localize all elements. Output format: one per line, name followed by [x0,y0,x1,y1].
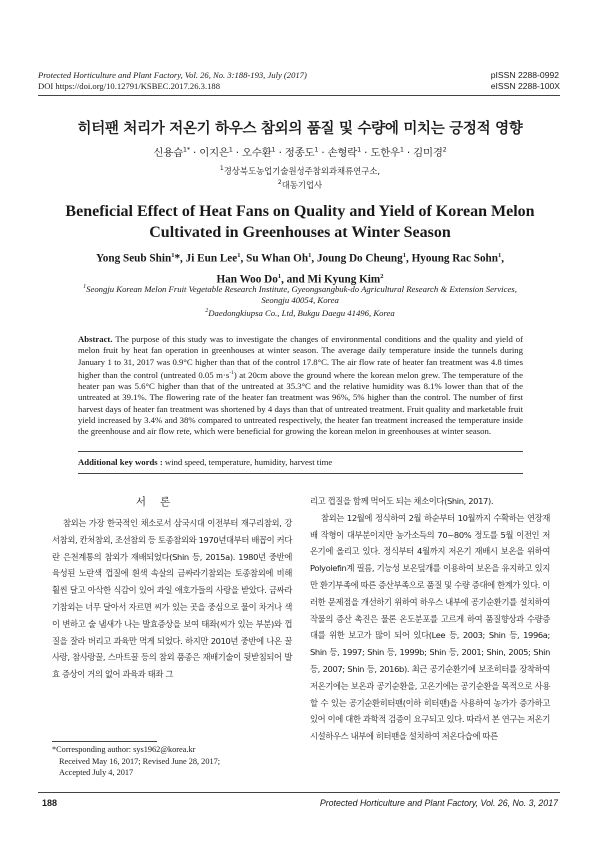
author-en-5-sup: 1 [498,252,502,259]
english-authors: Yong Seub Shin$^1$*, Ji Eun Lee$^1$, Su Whan Oh$^1$, Joung Do Cheung$^1$, Hyoung Rac Sohn$^1$, Han Woo Do$^1$, and Mi Kyung Kim$^2$ [95,252,505,286]
pissn: pISSN 2288-0992 [490,70,560,80]
author-ko-3-sup: 1 [271,145,276,154]
abstract [78,334,523,438]
korean-title: 히터팬 처리가 저온기 하우스 참외의 품질 및 수량에 미치는 긍정적 영향 [77,121,523,137]
author-ko-2-sup: 1 [228,145,233,154]
accepted-date: Accepted July 4, 2017 [59,768,134,778]
author-en-1: Yong Seub Shin [95,252,172,265]
abstract-text-1: The purpose of this study was to investigate the changes of environmental conditions and the quality and yield of melon fruit by heat fan operation in greenhouses at winter season. The average daily temperature inside the tunnels during January 1 to 31, 2017 was 0.9°C higher than that of the control 17.8°C. The air flow rate of heater fan treatment was 4.8 times higher than the control (untreated 0.05 m·s [78,334,523,380]
doi-link[interactable]: DOI https://doi.org/10.12791/KSBEC.2017.26.3.188 [38,81,220,91]
aff-ko-1: 경상북도농업기술원성주참외과채류연구소, [223,165,381,176]
abstract-text-2: ) at 20cm above the ground where the korean melon grew. The temperature of the heater pan was 5.6°C higher than that of the untreated at 35.3°C and the relative humidity was 8.1% lower than that of the untreated at 39.1%. The flowering rate of the heater fan treatment was 96%, 5% higher than the control. The number of first harvest days of heater fan treatment was shortened by 4 days than that of untreated treatment. Fruit quality and marketable fruit yield increased by 3.4% and 38% compared to untreated respectively, the heater fan treatment increased the temperature inside the greenhouse and air flow rete, which were beneficial for growing the korean melon in greenhouses at winter season. [78,369,523,437]
journal-header [38,70,307,92]
author-ko-7: 김미경 [413,147,443,159]
author-en-3-sup: 1 [308,252,312,259]
english-title [30,201,570,243]
intro-paragraph-1: 참외는 가장 한국적인 채소로서 삼국시대 이전부터 재구리참외, 강서참외, 칸처참외, 조선참외 등 토종참외와 1970년대부터 배꼽이 커다란 은천계통의 참외가 재배되었다(Shin 등, 2015a). 1980년 중반에 육성된 노란색 껍질에 흰색 속살의 금싸라기참외는 토종참외에 비해 훨씬 달고 아삭한 식감이 있어 과일 애호가들의 사랑을 받았다. 금싸라기참외는 너무 달아서 자르면 씨가 있는 곳을 중심으로 물이 차거나 색이 변하고 술 냄새가 나는 발효증상을 보여 태좌(씨가 있는 부분)와 껍질을 잘라 버리고 과육만 먹게 되었다. 하지만 2010년 중반에 나온 꿀사랑, 참사랑꿀, 스마트꿀 등의 참외 품종은 재배기술이 뒷받침되어 발효 증상이 거의 없어 과육과 태좌 그 [52,518,292,680]
author-en-6-sup: 1 [277,272,282,280]
aff-ko-1-sup: 1 [219,165,224,172]
keywords-text: wind speed, temperature, humidity, harvest time [162,457,333,467]
keywords-rule-top [78,451,523,452]
intro-paragraph-2: 참외는 12월에 정식하여 2월 하순부터 10월까지 수확하는 연장재배 작형이 대부분이지만 농가소득의 70~80% 정도를 5월 이전인 저온기에 올리고 있다. 정식부터 4월까지 저온기 재배시 보온을 위하여 Polyolefin계 필름, 기능성 보온덮개를 이용하여 보온을 유지하고 있지만 환기부족에 따른 증산부족으로 품질 및 수량 증대에 한계가 있다. 이러한 문제점을 개선하기 위하여 하우스 내부에 공기순환기를 설치하여 작물의 증산 촉진은 물론 온도분포를 고르게 하여 품질향상과 수량증대를 위한 보고가 많이 되어 있다(Lee 등, 2003; Shin 등, 1996a; Shin 등, 1997; Shin 등, 1999b; Shin 등, 2001; Shin, 2005; Shin 등, 2007; Shin 등, 2016b). 최근 공기순환기에 보조히터를 장착하여 저온기에는 보온과 공기순환을, 고온기에는 공기순환을 목적으로 사용할 수 있는 공기순환히터팬(이하 히터팬)을 사용하여 농가가 증가하고 있어 이에 대한 과학적 검증이 요구되고 있다. 따라서 본 연구는 저온기 시설하우스 내부에 히터팬을 설치하여 저온다습에 따른 [310,512,550,742]
author-en-2: Ji Eun Lee [185,252,238,265]
aff-ko-2: 대동기업사 [281,179,323,190]
author-en-3: Su Whan Oh [246,252,309,265]
footer-journal: Protected Horticulture and Plant Factory, Vol. 26, No. 3, 2017 [319,798,558,808]
author-en-7: Mi Kyung Kim [307,273,381,286]
author-en-4: Joung Do Cheung [316,252,403,265]
eissn: eISSN 2288-100X [490,81,560,91]
author-en-2-sup: 1 [237,252,241,259]
journal-citation: Protected Horticulture and Plant Factory, Vol. 26, No. 3:188-193, July (2017) [38,70,307,80]
aff-en-1: Seongju Korean Melon Fruit Vegetable Research Institute, Gyeongsangbuk-do Agricultural Research & Extension Services, [86,283,517,294]
corresponding-mark: * [174,252,181,265]
received-date: Received May 16, 2017; Revised June 28, 2017; [59,756,221,766]
aff-en-3: Daedongkiupsa Co., Ltd, Bukgu Daegu 41496, Korea [208,308,395,319]
author-en-5: Hyoung Rac Sohn [411,252,498,265]
footnote-rule [52,741,157,742]
keywords-label: Additional key words : [78,457,163,467]
author-en-1-sup: 1 [171,252,175,259]
abstract-label: Abstract. [78,334,113,344]
abstract-sup: -1 [229,369,234,376]
separator: · [406,147,411,159]
author-ko-2: 이지은 [199,147,229,159]
korean-affiliations [30,163,570,191]
aff-en-3-sup: 2 [205,308,209,315]
separator: · [235,147,239,159]
aff-en-2: Seongju 40054, Korea [261,295,339,306]
author-ko-1: 신용습 [153,147,183,159]
separator: · [193,147,197,159]
author-ko-5-sup: 1 [357,145,362,154]
aff-en-1-sup: 1 [83,284,87,290]
section-heading-introduction: 서론 [135,496,185,508]
author-ko-4-sup: 1 [314,145,319,154]
separator: · [364,147,368,159]
separator: · [321,147,325,159]
author-en-4-sup: 1 [402,252,406,259]
author-ko-6-sup: 1 [399,145,404,154]
author-conjunction: and [286,273,305,286]
header-rule [38,95,560,96]
corresponding-author: *Corresponding author: sys1962@korea.kr [52,745,196,754]
author-ko-7-sup: 2 [442,145,447,154]
footer-rule [38,792,560,793]
keywords [78,457,523,467]
english-title-line-2: Cultivated in Greenhouses at Winter Season [149,224,451,241]
aff-ko-2-sup: 2 [277,178,282,186]
page-number: 188 [42,798,58,808]
issn-block [491,70,560,92]
separator: · [278,147,282,159]
body-column-left [52,515,292,683]
footnotes [52,744,292,779]
korean-authors [30,144,570,159]
author-ko-5: 손형락 [327,147,358,159]
author-en-7-sup: 2 [380,272,384,280]
english-title-line-1: Beneficial Effect of Heat Fans on Quality and Yield of Korean Melon [65,203,535,220]
keywords-rule-bottom [78,473,523,474]
author-ko-4: 정종도 [284,147,315,159]
author-ko-1-sup: 1* [182,145,190,154]
author-ko-6: 도한우 [370,147,400,159]
author-ko-3: 오수환 [242,147,272,159]
body-column-right [310,493,550,745]
english-affiliations [30,282,570,320]
intro-paragraph-continued: 리고 껍질을 함께 먹어도 되는 채소이다(Shin, 2017). [310,496,494,506]
author-en-6: Han Woo Do [216,273,278,286]
